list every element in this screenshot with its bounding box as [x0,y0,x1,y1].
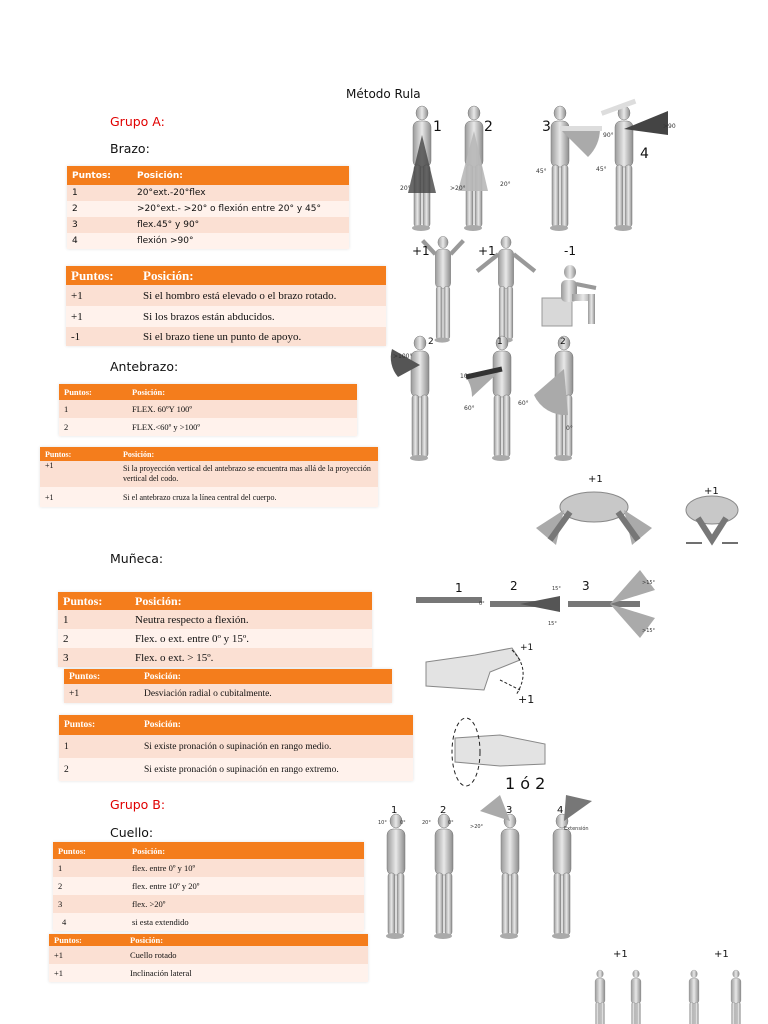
wrist-twist-figure [452,718,545,793]
table-cell: flex. entre 0º y 10º [127,859,364,877]
table-header: Puntos: [66,266,138,285]
table-cell: +1 [49,964,125,982]
table-header: Posición: [130,592,372,610]
arm-posture-figure [400,99,676,231]
wrist-angle-label: >15° [642,628,656,634]
table-cell: Si el hombro está elevado o el brazo rotado. [138,285,386,306]
arm-angle-label: 45° [596,166,607,173]
arm-mod-label: -1 [564,244,576,258]
table-cell: flex. entre 10º y 20º [127,877,364,895]
brazo-heading: Brazo: [110,141,150,156]
forearm-cross-label: +1 [704,486,719,497]
table-cell: +1 [66,306,138,327]
table-cell: Desviación radial o cubitalmente. [139,684,392,703]
table-cell: 1 [67,185,132,201]
neck-label: 3 [506,805,513,816]
table-header: Puntos: [40,447,118,461]
table-cell: FLEX. 60ºY 100º [127,400,357,418]
wrist-angle-label: 15° [548,621,557,627]
neck-angle-label: 20° [422,820,431,826]
table-header: Posición: [138,266,386,285]
table-cell: Si los brazos están abducidos. [138,306,386,327]
table-cell: Si existe pronación o supinación en rango medio. [139,735,413,758]
arm-label-3: 3 [542,119,551,135]
wrist-dev-label: +1 [518,693,535,706]
table-cell: Cuello rotado [125,946,368,964]
cuello-heading: Cuello: [110,825,154,840]
arm-angle-label: >90 [663,123,676,130]
arm-modifier-figure [412,236,596,342]
table-cell: 4 [53,913,127,931]
table-cell: 2 [53,877,127,895]
table-cell: >20°ext.- >20° o flexión entre 20° y 45° [132,201,349,217]
wrist-label: 3 [582,579,590,593]
neck-label: 1 [391,805,398,816]
table-cell: 20°ext.-20°flex [132,185,349,201]
table-header: Puntos: [49,934,125,946]
table-cell: -1 [66,327,138,346]
table-cell: Si existe pronación o supinación en rango extremo. [139,758,413,781]
table-cell: 1 [58,610,130,629]
arm-angle-label: 90° [603,132,614,139]
neck-angle-label: 10° [378,820,387,826]
table-header: Posición: [139,715,413,735]
neck-angle-label: Extensión [564,826,589,832]
table-cell: Si la proyección vertical del antebrazo se encuentra mas allá de la proyección vertical del codo. [118,461,378,487]
forearm-angle-label: 100° [460,373,475,380]
neck-angle-label: 0° [448,820,454,826]
forearm-angle-label: 60° [464,405,475,412]
group-b-heading: Grupo B: [110,797,166,812]
neck-angle-label: >20° [470,824,484,830]
table-cell: flex.45° y 90° [132,217,349,233]
antebrazo-heading: Antebrazo: [110,359,179,374]
neck-modifier-figure [595,949,741,1024]
arm-label-1: 1 [433,119,442,135]
table-header: Posición: [125,934,368,946]
table-cell: flex. >20º [127,895,364,913]
table-cell: Inclinación lateral [125,964,368,982]
wrist-angle-label: 0° [479,601,485,607]
table-header: Puntos: [59,715,139,735]
table-header: Puntos: [58,592,130,610]
table-header: Puntos: [59,384,127,400]
table-cell: 3 [53,895,127,913]
table-cell: +1 [66,285,138,306]
forearm-label: 2 [560,337,566,347]
table-cell: +1 [64,684,139,703]
table-header: Puntos: [53,842,127,859]
forearm-angle-label: 0° [566,425,573,432]
neck-mod-label: +1 [613,949,628,960]
table-cell: 2 [67,201,132,217]
neck-posture-figure [378,795,592,939]
table-cell: si esta extendido [127,913,364,931]
page-title: Método Rula [346,87,421,101]
arm-label-4: 4 [640,146,649,162]
table-header: Posición: [127,384,357,400]
arm-mod-label: +1 [412,244,430,258]
table-cell: Flex. o ext. > 15º. [130,648,372,667]
table-cell: Si el brazo tiene un punto de apoyo. [138,327,386,346]
muneca-heading: Muñeca: [110,551,164,566]
table-header: Posición: [127,842,364,859]
table-cell: 3 [58,648,130,667]
table-cell: +1 [40,461,118,487]
table-cell: flexión >90° [132,233,349,249]
table-cell: Neutra respecto a flexión. [130,610,372,629]
neck-label: 2 [440,805,447,816]
arm-angle-label: 20° [500,181,511,188]
arm-angle-label: 45° [536,168,547,175]
arm-angle-label: 20° [400,185,411,192]
table-header: Puntos: [67,166,132,185]
table-cell: 1 [53,859,127,877]
table-cell: 2 [58,629,130,648]
forearm-angle-label: 60° [518,400,529,407]
table-cell: +1 [49,946,125,964]
wrist-angle-label: >15° [642,580,656,586]
table-cell: 2 [59,418,127,436]
arm-label-2: 2 [484,119,493,135]
wrist-flexion-figure [416,570,656,638]
neck-label: 4 [557,805,564,816]
arm-mod-label: +1 [478,244,496,258]
table-cell: FLEX.<60º y >100º [127,418,357,436]
wrist-angle-label: 15° [552,586,561,592]
group-a-heading: Grupo A: [110,114,165,129]
neck-angle-label: 0° [400,820,406,826]
wrist-twist-label: 1 ó 2 [505,774,546,793]
table-cell: 3 [67,217,132,233]
forearm-angle-label: >100° [393,353,413,360]
table-header: Posición: [132,166,349,185]
wrist-label: 2 [510,579,518,593]
table-cell: 4 [67,233,132,249]
forearm-cross-figure [536,474,738,545]
table-cell: Flex. o ext. entre 0º y 15º. [130,629,372,648]
wrist-dev-label: +1 [520,643,534,653]
table-cell: Si el antebrazo cruza la línea central del cuerpo. [118,487,378,507]
table-header: Puntos: [64,669,139,684]
table-cell: 1 [59,735,139,758]
wrist-label: 1 [455,581,463,595]
forearm-cross-label: +1 [588,474,603,485]
table-cell: 2 [59,758,139,781]
table-cell: 1 [59,400,127,418]
table-cell: +1 [40,487,118,507]
wrist-deviation-figure [426,643,534,706]
forearm-label: 2 [428,337,434,347]
table-header: Posición: [118,447,378,461]
arm-angle-label: >20° [450,185,466,192]
forearm-posture-figure [391,336,573,461]
neck-mod-label: +1 [714,949,729,960]
forearm-label: 1 [497,337,503,347]
table-header: Posición: [139,669,392,684]
